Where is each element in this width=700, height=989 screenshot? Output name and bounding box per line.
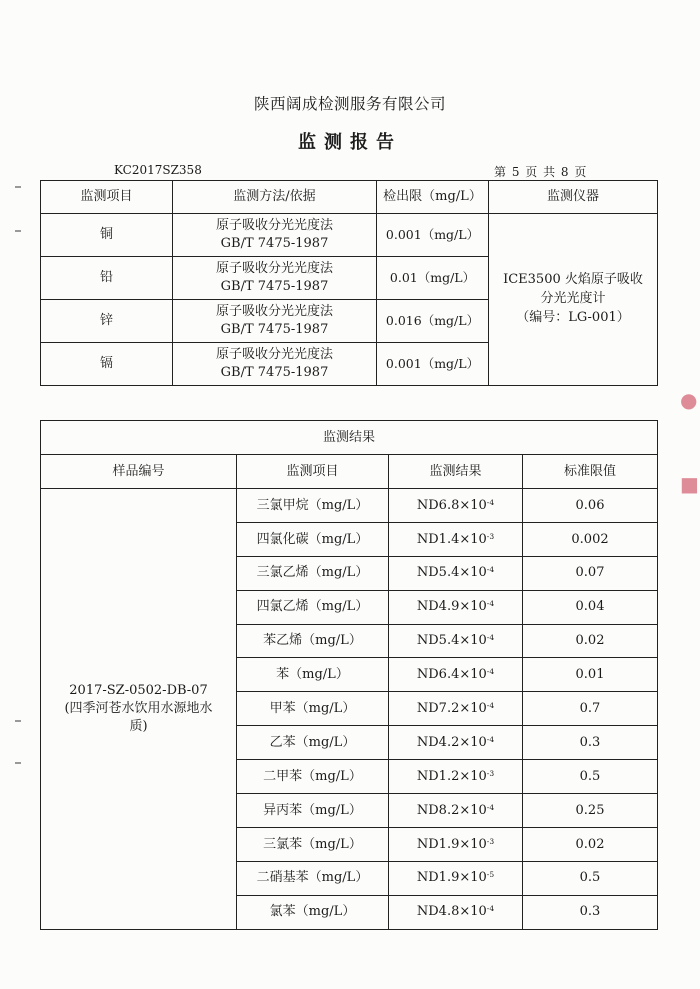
result-item: 苯乙烯（mg/L） (237, 624, 389, 658)
method-standard: GB/T 7475-1987 (220, 322, 329, 337)
detection-limit: 0.001（mg/L） (377, 214, 489, 257)
result-base: ND1.2×10 (416, 768, 487, 784)
result-base: ND1.9×10 (416, 870, 487, 886)
instrument-type: 分光光度计 (540, 291, 606, 307)
header-cell: 监测项目 (237, 455, 389, 489)
seal-fragment: ● (680, 388, 698, 412)
result-item: 苯（mg/L） (237, 658, 389, 692)
result-item: 异丙苯（mg/L） (237, 794, 389, 828)
detection-limit: 0.016（mg/L） (377, 300, 489, 343)
method-standard: GB/T 7475-1987 (220, 236, 329, 251)
result-exponent: -4 (486, 802, 495, 812)
results-header (41, 455, 658, 489)
header-cell: 监测仪器 (489, 181, 658, 214)
result-value (389, 489, 523, 523)
report-number: KC2017SZ358 (114, 163, 202, 177)
result-value (389, 827, 523, 861)
result-exponent: -3 (486, 531, 495, 541)
standard-limit: 0.7 (523, 692, 658, 726)
method-row (41, 214, 658, 257)
result-base: ND4.8×10 (416, 904, 487, 920)
result-item: 氯苯（mg/L） (237, 895, 389, 929)
result-value (389, 658, 523, 692)
result-base: ND6.4×10 (416, 667, 487, 683)
results-title-row (41, 421, 658, 455)
sample-location: (四季河苍水饮用水源地水 (64, 701, 213, 717)
result-value (389, 861, 523, 895)
header-cell: 监测项目 (41, 181, 173, 214)
result-exponent: -4 (486, 734, 495, 744)
result-base: ND4.2×10 (416, 734, 487, 750)
header-cell: 监测方法/依据 (173, 181, 377, 214)
method-table-header (41, 181, 658, 214)
result-exponent: -5 (486, 870, 495, 880)
result-row (41, 489, 658, 523)
standard-limit: 0.002 (523, 522, 658, 556)
detection-limit: 0.001（mg/L） (377, 343, 489, 386)
instrument-cell (489, 214, 658, 386)
margin-mark (15, 720, 21, 722)
result-item: 二硝基苯（mg/L） (237, 861, 389, 895)
standard-limit: 0.5 (523, 861, 658, 895)
method-name: 原子吸收分光光度法 (215, 304, 333, 320)
result-exponent: -3 (486, 768, 495, 778)
method-basis (173, 300, 377, 343)
result-value (389, 895, 523, 929)
method-item: 锌 (41, 300, 173, 343)
result-exponent: -4 (486, 565, 495, 575)
result-exponent: -3 (486, 836, 495, 846)
report-title: 监测报告 (298, 132, 402, 153)
result-value (389, 624, 523, 658)
standard-limit: 0.02 (523, 624, 658, 658)
margin-mark (15, 762, 21, 764)
result-base: ND1.9×10 (416, 836, 487, 852)
seal-fragment: ■ (680, 472, 699, 496)
result-value (389, 522, 523, 556)
result-base: ND1.4×10 (416, 531, 487, 547)
result-value (389, 794, 523, 828)
result-exponent: -4 (486, 904, 495, 914)
page-info: 第 5 页 共 8 页 (494, 165, 587, 179)
result-exponent: -4 (486, 701, 495, 711)
standard-limit: 0.07 (523, 556, 658, 590)
standard-limit: 0.02 (523, 827, 658, 861)
standard-limit: 0.04 (523, 590, 658, 624)
result-value (389, 556, 523, 590)
result-base: ND5.4×10 (416, 633, 487, 649)
result-exponent: -4 (486, 497, 495, 507)
company-name: 陕西阔成检测服务有限公司 (253, 95, 446, 113)
standard-limit: 0.5 (523, 760, 658, 794)
standard-limit: 0.01 (523, 658, 658, 692)
margin-mark (15, 230, 21, 232)
instrument-name: ICE3500 火焰原子吸收 (503, 272, 643, 288)
result-base: ND6.8×10 (416, 497, 487, 513)
method-item: 铜 (41, 214, 173, 257)
sample-id-cell (41, 489, 237, 930)
header-cell: 检出限（mg/L） (377, 181, 489, 214)
result-item: 三氯甲烷（mg/L） (237, 489, 389, 523)
method-item: 铅 (41, 257, 173, 300)
standard-limit: 0.3 (523, 895, 658, 929)
result-base: ND5.4×10 (416, 565, 487, 581)
result-exponent: -4 (486, 633, 495, 643)
method-standard: GB/T 7475-1987 (220, 365, 329, 380)
result-item: 四氯化碳（mg/L） (237, 522, 389, 556)
detection-limit: 0.01（mg/L） (377, 257, 489, 300)
result-item: 三氯苯（mg/L） (237, 827, 389, 861)
method-item: 镉 (41, 343, 173, 386)
header-cell: 监测结果 (389, 455, 523, 489)
result-value (389, 760, 523, 794)
method-table (40, 180, 658, 386)
result-item: 三氯乙烯（mg/L） (237, 556, 389, 590)
result-value (389, 590, 523, 624)
method-name: 原子吸收分光光度法 (215, 261, 333, 277)
method-name: 原子吸收分光光度法 (215, 347, 333, 363)
standard-limit: 0.3 (523, 726, 658, 760)
result-base: ND8.2×10 (416, 802, 487, 818)
result-exponent: -4 (486, 599, 495, 609)
result-exponent: -4 (486, 667, 495, 677)
method-basis (173, 343, 377, 386)
method-basis (173, 214, 377, 257)
standard-limit: 0.25 (523, 794, 658, 828)
results-title: 监测结果 (41, 421, 658, 455)
results-table (40, 420, 658, 930)
margin-mark (15, 186, 21, 188)
instrument-id: （编号：LG-001） (516, 309, 630, 325)
header-cell: 样品编号 (41, 455, 237, 489)
result-item: 甲苯（mg/L） (237, 692, 389, 726)
result-item: 二甲苯（mg/L） (237, 760, 389, 794)
result-value (389, 692, 523, 726)
sample-location-cont: 质) (129, 718, 148, 734)
method-standard: GB/T 7475-1987 (220, 279, 329, 294)
header-cell: 标准限值 (523, 455, 658, 489)
result-item: 四氯乙烯（mg/L） (237, 590, 389, 624)
method-basis (173, 257, 377, 300)
result-base: ND7.2×10 (416, 701, 487, 717)
method-name: 原子吸收分光光度法 (215, 218, 333, 234)
sample-id: 2017-SZ-0502-DB-07 (69, 683, 208, 699)
result-item: 乙苯（mg/L） (237, 726, 389, 760)
standard-limit: 0.06 (523, 489, 658, 523)
result-base: ND4.9×10 (416, 599, 487, 615)
result-value (389, 726, 523, 760)
